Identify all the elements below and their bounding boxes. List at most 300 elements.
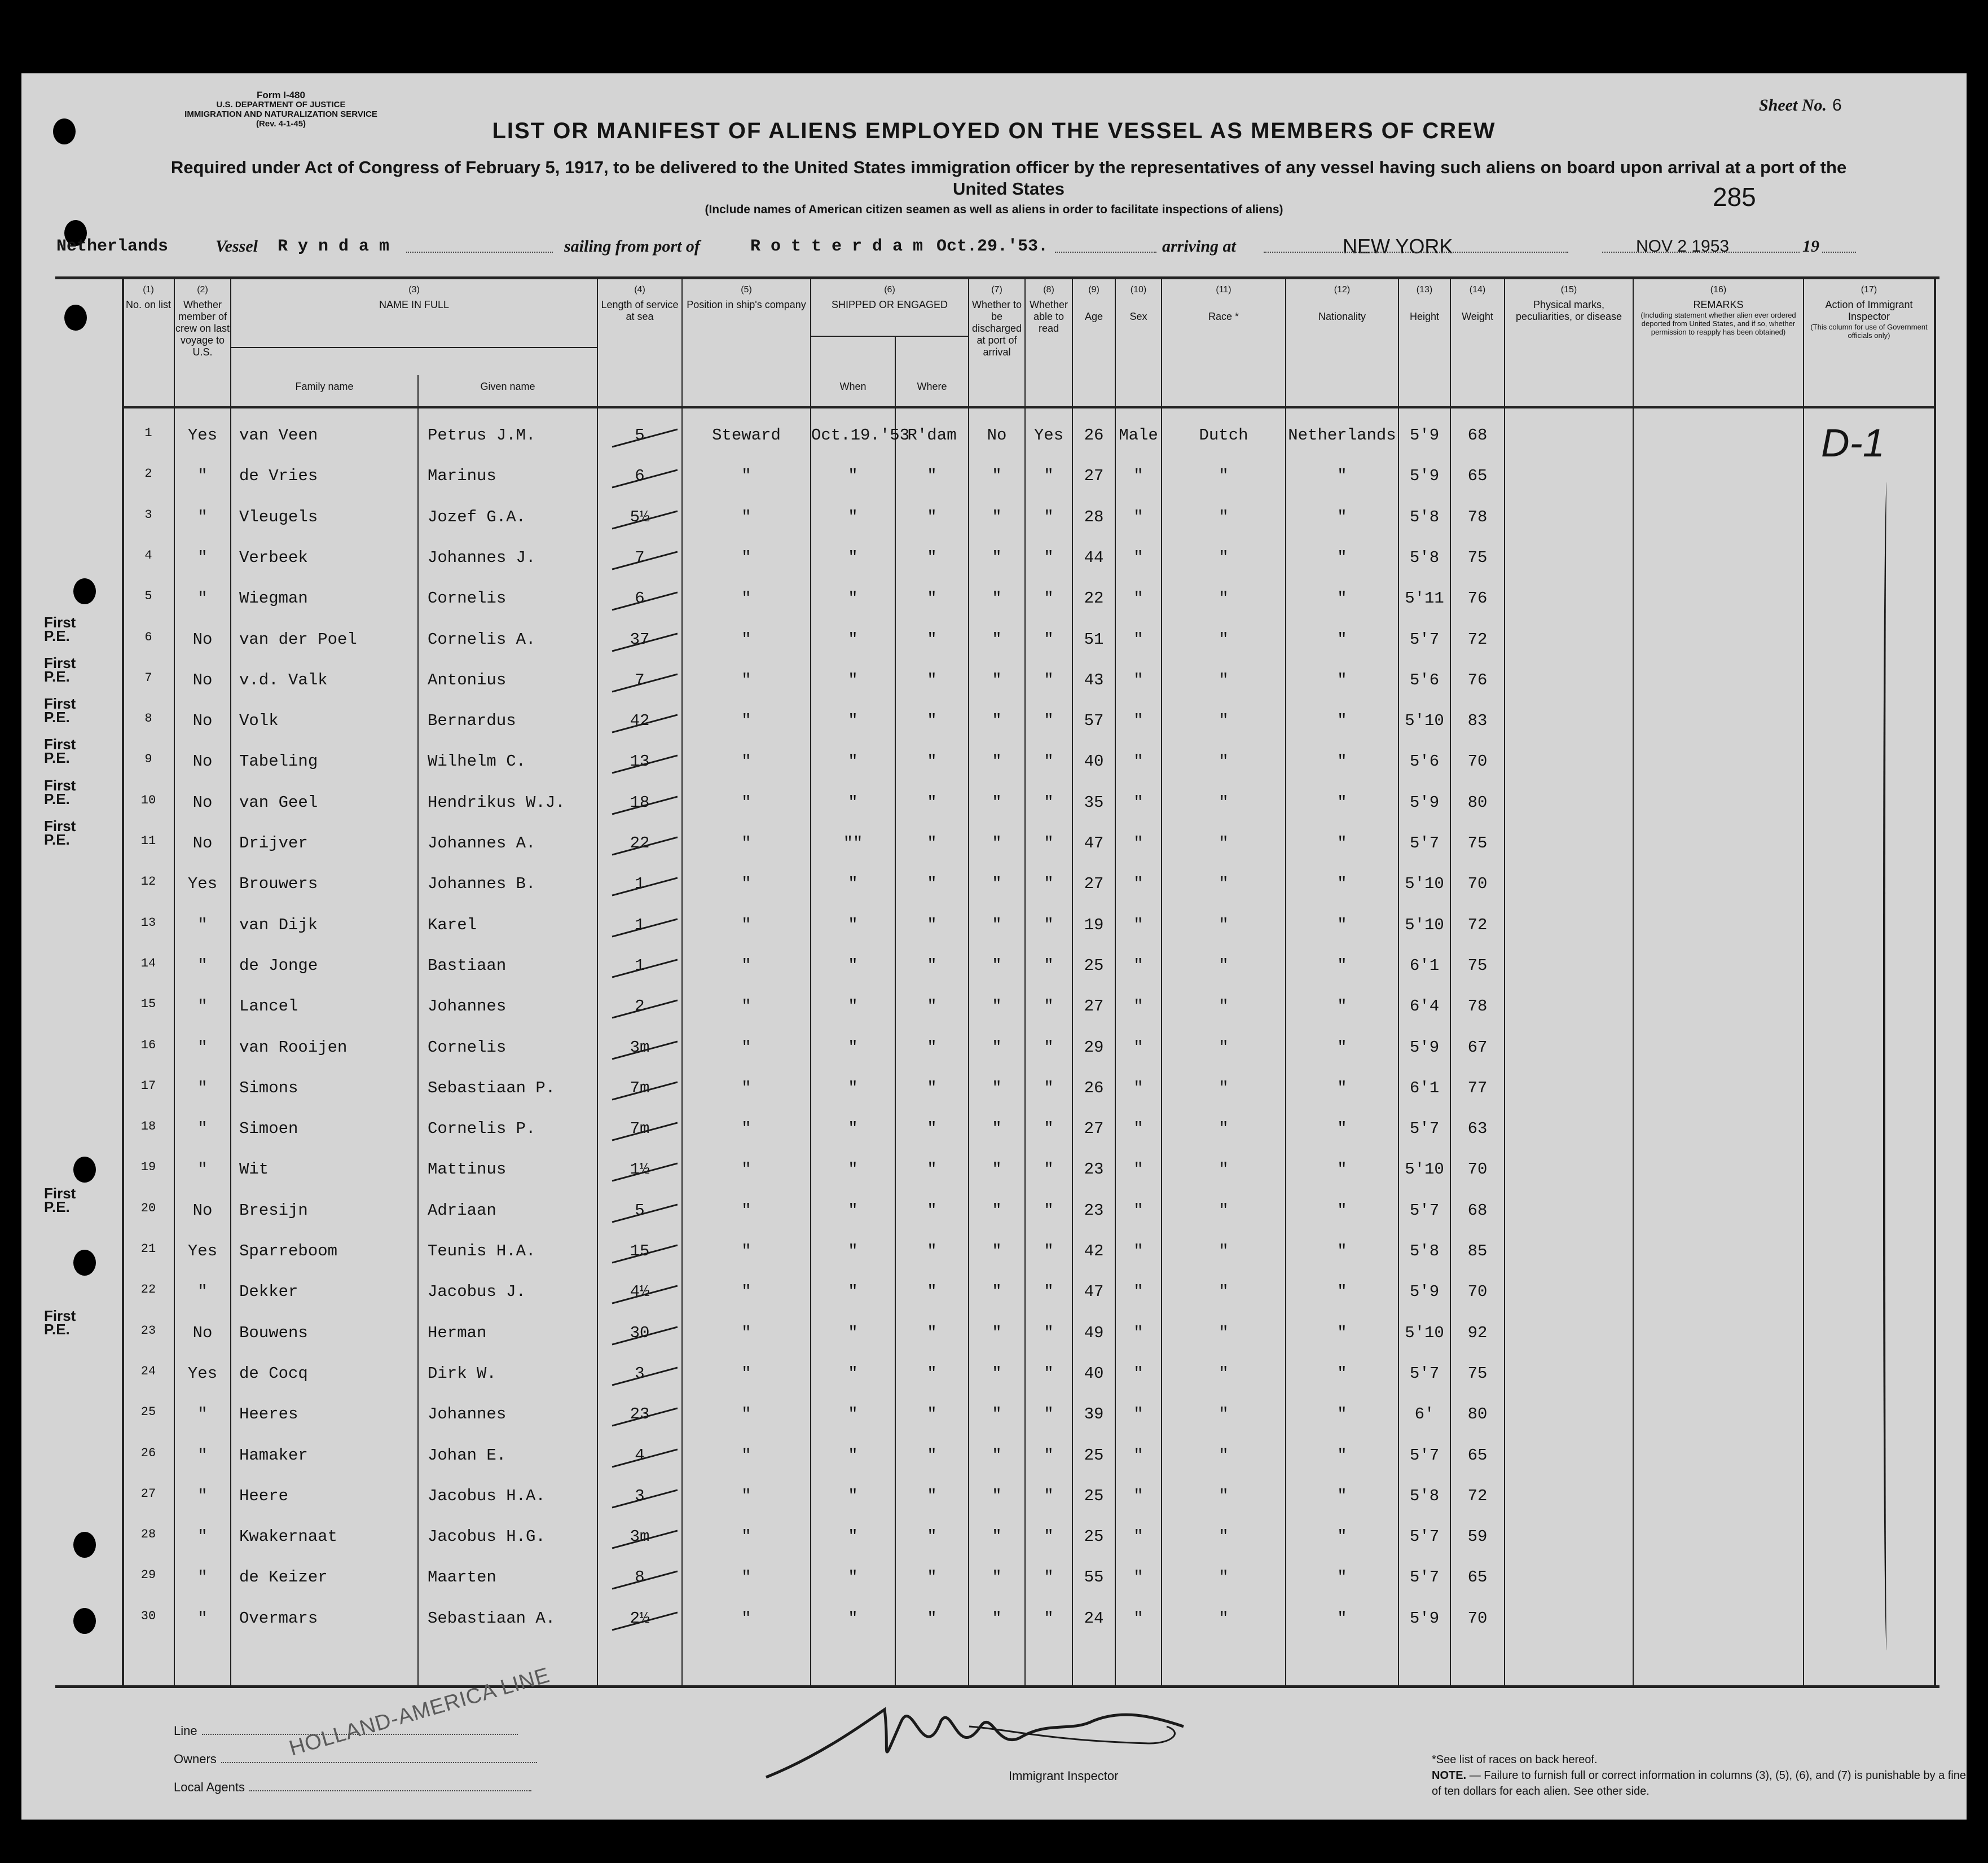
cell-no: 23 — [140, 1323, 156, 1338]
cell-age: 26 — [1084, 426, 1104, 445]
cell-position: " — [741, 956, 751, 975]
cell-sex: " — [1133, 1609, 1143, 1628]
cell-nat: " — [1337, 670, 1347, 689]
cell-race: " — [1219, 793, 1229, 812]
cell-service: 3 — [635, 1486, 645, 1505]
table-row — [44, 654, 1939, 701]
cell-when: " — [848, 467, 858, 486]
cell-weight: 75 — [1467, 1364, 1488, 1383]
cell-race: " — [1219, 1242, 1229, 1260]
cell-where: " — [927, 548, 937, 567]
col-header-age: (9) Age — [1084, 285, 1103, 322]
col-header-physical-marks: (15) Physical marks, peculiarities, or disease — [1515, 285, 1622, 322]
cell-height: 5'7 — [1409, 1364, 1440, 1383]
cell-disch: " — [992, 1486, 1002, 1505]
table-row — [44, 1307, 1939, 1354]
cell-weight: 70 — [1467, 1282, 1488, 1302]
cell-family: Wit — [239, 1160, 269, 1179]
cell-nat: " — [1337, 467, 1347, 486]
cell-disch: " — [992, 1527, 1002, 1546]
first-pe-mark — [44, 656, 76, 683]
cell-nat: " — [1337, 711, 1347, 731]
cell-age: 19 — [1084, 915, 1104, 934]
cell-nat: " — [1337, 834, 1347, 853]
col-header-read: (8) Whether able to read — [1029, 285, 1068, 334]
first-pe-mark — [44, 1184, 76, 1215]
cell-height: 5'7 — [1409, 1445, 1440, 1465]
cell-no: 12 — [140, 875, 156, 889]
col-header-given-name: Given name — [480, 381, 535, 392]
first-pe-line1: First — [44, 818, 76, 834]
cell-sex: " — [1133, 1364, 1143, 1383]
cell-service: 1 — [635, 875, 645, 894]
cell-height: 5'9 — [1409, 467, 1440, 486]
table-row — [44, 695, 1939, 741]
cell-weight: 92 — [1467, 1323, 1488, 1342]
cell-weight: 68 — [1467, 1201, 1488, 1220]
cell-position: " — [741, 915, 751, 934]
inspector-signature — [755, 1687, 1206, 1789]
cell-age: 49 — [1084, 1323, 1104, 1342]
cell-no: 19 — [140, 1160, 156, 1175]
cell-given: Johan E. — [428, 1445, 507, 1465]
cell-family: de Jonge — [239, 956, 318, 975]
cell-age: 25 — [1084, 1445, 1104, 1465]
cell-position: " — [741, 467, 751, 486]
table-row — [55, 455, 1939, 496]
cell-prev: " — [197, 548, 208, 567]
cell-read: Yes — [1033, 426, 1064, 445]
sheet-number — [1759, 96, 1842, 115]
cell-nat: " — [1337, 915, 1347, 934]
cell-where: " — [927, 1201, 937, 1220]
cell-position: " — [741, 997, 751, 1016]
cell-given: Dirk W. — [428, 1364, 496, 1383]
cell-where: " — [927, 752, 937, 771]
cell-height: 5'8 — [1409, 1242, 1440, 1260]
cell-given: Marinus — [428, 467, 496, 486]
cell-where: " — [927, 915, 937, 934]
cell-position: " — [741, 1201, 751, 1220]
cell-weight: 65 — [1467, 1568, 1488, 1587]
cell-when: " — [848, 793, 858, 812]
cell-prev: " — [197, 915, 208, 934]
cell-disch: " — [992, 1119, 1002, 1139]
cell-height: 5'10 — [1405, 915, 1444, 934]
cell-when: " — [848, 1038, 858, 1057]
table-row — [55, 1353, 1939, 1394]
cell-where: " — [927, 956, 937, 975]
cell-disch: " — [992, 1282, 1002, 1302]
cell-when: " — [848, 1119, 858, 1139]
cell-family: Wiegman — [239, 589, 308, 608]
cell-no: 21 — [140, 1242, 156, 1256]
col-header-race: (11) Race * — [1208, 285, 1239, 322]
cell-read: " — [1044, 711, 1054, 731]
cell-race: " — [1219, 711, 1229, 731]
cell-no: 16 — [140, 1038, 156, 1052]
cell-service: 5 — [635, 426, 645, 445]
col-header-where: Where — [917, 381, 947, 392]
first-pe-line2: P.E. — [44, 709, 70, 726]
cell-prev: Yes — [187, 1242, 218, 1260]
cell-sex: " — [1133, 793, 1143, 812]
cell-family: Kwakernaat — [239, 1527, 338, 1546]
cell-weight: 76 — [1467, 589, 1488, 608]
cell-race: " — [1219, 834, 1229, 853]
arriving-label: arriving at — [1162, 237, 1236, 256]
cell-given: Cornelis P. — [428, 1119, 536, 1139]
table-row — [55, 904, 1939, 946]
cell-position: " — [741, 1486, 751, 1505]
cell-no: 29 — [140, 1568, 156, 1583]
cell-height: 5'7 — [1409, 630, 1440, 649]
cell-service: 6 — [635, 467, 645, 486]
cell-service: 7m — [630, 1078, 650, 1097]
cell-disch: " — [992, 589, 1002, 608]
cell-disch: " — [992, 956, 1002, 975]
cell-read: " — [1044, 589, 1054, 608]
cell-disch: " — [992, 997, 1002, 1016]
table-row — [55, 863, 1939, 904]
cell-family: Vleugels — [239, 507, 318, 526]
first-pe-line1: First — [44, 1307, 76, 1324]
cell-family: Overmars — [239, 1609, 318, 1628]
cell-age: 42 — [1084, 1242, 1104, 1260]
cell-weight: 72 — [1467, 630, 1488, 649]
first-pe-line2: P.E. — [44, 790, 70, 807]
cell-nat: " — [1337, 1609, 1347, 1628]
cell-service: 7 — [635, 670, 645, 689]
cell-nat: " — [1337, 1242, 1347, 1260]
cell-weight: 75 — [1467, 956, 1488, 975]
cell-no: 14 — [140, 956, 156, 970]
table-row — [55, 1108, 1939, 1149]
cell-given: Jozef G.A. — [428, 507, 526, 526]
cell-family: Brouwers — [239, 875, 318, 894]
cell-service: 13 — [630, 752, 650, 771]
cell-when: " — [848, 956, 858, 975]
cell-service: 1½ — [630, 1160, 650, 1179]
cell-read: " — [1044, 752, 1054, 771]
cell-family: van Veen — [239, 426, 318, 445]
cell-where: " — [927, 630, 937, 649]
cell-service: 42 — [630, 711, 650, 731]
cell-age: 43 — [1084, 670, 1104, 689]
cell-age: 51 — [1084, 630, 1104, 649]
cell-no: 25 — [140, 1405, 156, 1420]
arrival-date: NOV 2 1953 — [1636, 237, 1730, 256]
cell-weight: 70 — [1467, 1609, 1488, 1628]
cell-race: " — [1219, 1160, 1229, 1179]
cell-age: 23 — [1084, 1160, 1104, 1179]
cell-disch: " — [992, 1445, 1002, 1465]
cell-nat: " — [1337, 752, 1347, 771]
cell-position: " — [741, 711, 751, 731]
cell-height: 5'9 — [1409, 1609, 1440, 1628]
cell-no: 26 — [140, 1445, 156, 1460]
sheet-number-value: 6 — [1832, 96, 1842, 115]
cell-given: Hendrikus W.J. — [428, 793, 565, 812]
footer-line: Line — [174, 1724, 518, 1738]
cell-given: Jacobus H.G. — [428, 1527, 546, 1546]
cell-where: " — [927, 1568, 937, 1587]
cell-where: " — [927, 875, 937, 894]
cell-race: " — [1219, 956, 1229, 975]
cell-position: " — [741, 1405, 751, 1424]
cell-where: " — [927, 1242, 937, 1260]
cell-position: " — [741, 834, 751, 853]
cell-read: " — [1044, 793, 1054, 812]
vessel-label: Vessel — [215, 237, 258, 256]
cell-age: 28 — [1084, 507, 1104, 526]
cell-nat: " — [1337, 997, 1347, 1016]
sailing-date: Oct.29.'53. — [936, 237, 1049, 256]
table-row — [55, 415, 1939, 456]
cell-family: v.d. Valk — [239, 670, 328, 689]
table-row — [55, 1149, 1939, 1190]
cell-where: " — [927, 793, 937, 812]
cell-disch: " — [992, 548, 1002, 567]
cell-when: " — [848, 548, 858, 567]
cell-position: " — [741, 1038, 751, 1057]
cell-disch: " — [992, 670, 1002, 689]
stamp-number: 285 — [1713, 182, 1756, 212]
cell-race: " — [1219, 1568, 1229, 1587]
cell-race: " — [1219, 997, 1229, 1016]
cell-read: " — [1044, 1201, 1054, 1220]
cell-given: Jacobus J. — [428, 1282, 526, 1302]
cell-age: 25 — [1084, 1486, 1104, 1505]
cell-no: 22 — [140, 1282, 156, 1297]
cell-sex: " — [1133, 1527, 1143, 1546]
cell-race: " — [1219, 1282, 1229, 1302]
form-department: U.S. DEPARTMENT OF JUSTICE — [216, 100, 346, 109]
cell-race: " — [1219, 1527, 1229, 1546]
cell-race: " — [1219, 1609, 1229, 1628]
cell-prev: No — [192, 1323, 213, 1342]
cell-weight: 72 — [1467, 1486, 1488, 1505]
cell-weight: 80 — [1467, 1405, 1488, 1424]
cell-race: " — [1219, 1364, 1229, 1383]
first-pe-line2: P.E. — [44, 1320, 70, 1338]
cell-nat: " — [1337, 507, 1347, 526]
col-header-inspector-action: (17) Action of Immigrant Inspector (This column for use of Government officials only) — [1810, 285, 1928, 340]
cell-height: 5'9 — [1409, 793, 1440, 812]
table-row — [55, 1435, 1939, 1476]
sailing-port: R o t t e r d a m — [750, 237, 923, 256]
cell-race: " — [1219, 548, 1229, 567]
col-header-discharged: (7) Whether to be discharged at port of arrival — [971, 285, 1022, 358]
vessel-line — [56, 235, 1850, 260]
table-row — [44, 818, 1939, 864]
cell-height: 5'7 — [1409, 1527, 1440, 1546]
cell-given: Sebastiaan A. — [428, 1609, 556, 1628]
cell-given: Wilhelm C. — [428, 752, 526, 771]
cell-height: 5'8 — [1409, 548, 1440, 567]
cell-family: van Dijk — [239, 915, 318, 934]
cell-read: " — [1044, 997, 1054, 1016]
cell-given: Cornelis — [428, 589, 507, 608]
table-row — [55, 537, 1939, 578]
cell-height: 5'7 — [1409, 1119, 1440, 1139]
cell-given: Bastiaan — [428, 956, 507, 975]
cell-age: 47 — [1084, 1282, 1104, 1302]
cell-disch: " — [992, 467, 1002, 486]
cell-where: " — [927, 507, 937, 526]
cell-where: " — [927, 1038, 937, 1057]
cell-read: " — [1044, 1038, 1054, 1057]
cell-when: " — [848, 1405, 858, 1424]
cell-sex: " — [1133, 467, 1143, 486]
cell-service: 1 — [635, 956, 645, 975]
cell-where: " — [927, 1445, 937, 1465]
cell-prev: " — [197, 589, 208, 608]
cell-position: " — [741, 548, 751, 567]
cell-family: Volk — [239, 711, 279, 731]
cell-prev: No — [192, 834, 213, 853]
cell-given: Johannes — [428, 1405, 507, 1424]
cell-nat: " — [1337, 1568, 1347, 1587]
cell-age: 44 — [1084, 548, 1104, 567]
footer-agents: Local Agents — [174, 1780, 531, 1795]
cell-race: " — [1219, 752, 1229, 771]
cell-sex: " — [1133, 1201, 1143, 1220]
first-pe-line1: First — [44, 654, 76, 671]
cell-no: 3 — [144, 507, 152, 522]
cell-given: Sebastiaan P. — [428, 1078, 556, 1097]
table-row — [44, 776, 1939, 823]
cell-disch: " — [992, 1364, 1002, 1383]
cell-disch: " — [992, 875, 1002, 894]
cell-nat: " — [1337, 630, 1347, 649]
col-header-shipped: (6) SHIPPED OR ENGAGED — [831, 285, 948, 310]
cell-no: 30 — [140, 1609, 156, 1623]
cell-given: Karel — [428, 915, 477, 934]
cell-no: 4 — [144, 548, 152, 563]
cell-weight: 70 — [1467, 875, 1488, 894]
cell-prev: " — [197, 507, 208, 526]
cell-when: " — [848, 1160, 858, 1179]
cell-disch: " — [992, 1078, 1002, 1097]
col-header-sex: (10) Sex — [1129, 285, 1147, 322]
cell-age: 35 — [1084, 793, 1104, 812]
cell-no: 24 — [140, 1364, 156, 1378]
cell-where: " — [927, 1405, 937, 1424]
vessel-flag: Netherlands — [56, 237, 169, 256]
cell-no: 15 — [140, 997, 156, 1012]
first-pe-line2: P.E. — [44, 831, 70, 848]
col-header-height: (13) Height — [1409, 285, 1440, 322]
cell-where: " — [927, 1078, 937, 1097]
cell-read: " — [1044, 1242, 1054, 1260]
cell-given: Maarten — [428, 1568, 496, 1587]
table-row — [55, 986, 1939, 1027]
cell-disch: No — [987, 426, 1007, 445]
cell-prev: No — [192, 711, 213, 731]
cell-when: " — [848, 1445, 858, 1465]
cell-where: " — [927, 1323, 937, 1342]
cell-given: Cornelis A. — [428, 630, 536, 649]
cell-no: 7 — [144, 670, 152, 685]
cell-prev: Yes — [187, 426, 218, 445]
table-row — [55, 1598, 1939, 1639]
cell-read: " — [1044, 1160, 1054, 1179]
cell-service: 4 — [635, 1445, 645, 1465]
cell-sex: " — [1133, 875, 1143, 894]
cell-height: 5'11 — [1405, 589, 1444, 608]
first-pe-line2: P.E. — [44, 667, 70, 685]
cell-sex: " — [1133, 956, 1143, 975]
col-header-no: (1) No. on list — [125, 285, 171, 310]
cell-family: Bresijn — [239, 1201, 308, 1220]
cell-sex: " — [1133, 1568, 1143, 1587]
cell-weight: 59 — [1467, 1527, 1488, 1546]
cell-read: " — [1044, 1364, 1054, 1383]
col-header-service: (4) Length of service at sea — [601, 285, 679, 322]
cell-height: 5'9 — [1409, 1282, 1440, 1302]
cell-sex: " — [1133, 752, 1143, 771]
cell-nat: " — [1337, 548, 1347, 567]
cell-family: Lancel — [239, 997, 298, 1016]
cell-position: " — [741, 1242, 751, 1260]
table-row — [44, 1184, 1939, 1231]
cell-service: 5 — [635, 1201, 645, 1220]
cell-nat: " — [1337, 1527, 1347, 1546]
col-header-nationality: (12) Nationality — [1318, 285, 1366, 322]
table-row — [55, 945, 1939, 986]
cell-height: 6'1 — [1409, 1078, 1440, 1097]
first-pe-mark — [44, 613, 76, 644]
col-header-when: When — [839, 381, 867, 392]
cell-weight: 78 — [1467, 997, 1488, 1016]
cell-race: " — [1219, 630, 1229, 649]
cell-when: " — [848, 630, 858, 649]
cell-nat: " — [1337, 1486, 1347, 1505]
cell-disch: " — [992, 1242, 1002, 1260]
cell-service: 37 — [630, 630, 650, 649]
cell-service: 23 — [630, 1405, 650, 1424]
cell-where: " — [927, 1364, 937, 1383]
cell-when: " — [848, 1527, 858, 1546]
cell-service: 7 — [635, 548, 645, 567]
cell-no: 13 — [140, 915, 156, 930]
first-pe-line1: First — [44, 736, 76, 753]
cell-weight: 83 — [1467, 711, 1488, 731]
cell-position: " — [741, 630, 751, 649]
cell-weight: 85 — [1467, 1242, 1488, 1260]
cell-no: 5 — [144, 589, 152, 604]
cell-service: 1 — [635, 915, 645, 934]
cell-where: " — [927, 1282, 937, 1302]
cell-nat: " — [1337, 793, 1347, 812]
cell-read: " — [1044, 875, 1054, 894]
cell-age: 26 — [1084, 1078, 1104, 1097]
first-pe-line1: First — [44, 1184, 76, 1202]
cell-service: 6 — [635, 589, 645, 608]
first-pe-mark — [44, 819, 76, 846]
cell-family: Verbeek — [239, 548, 308, 567]
first-pe-line1: First — [44, 695, 76, 713]
cell-read: " — [1044, 548, 1054, 567]
cell-read: " — [1044, 1323, 1054, 1342]
cell-when: " — [848, 1323, 858, 1342]
cell-weight: 67 — [1467, 1038, 1488, 1057]
cell-nat: Netherlands — [1288, 426, 1396, 445]
col-header-position: (5) Position in ship's company — [687, 285, 806, 310]
cell-height: 5'7 — [1409, 1568, 1440, 1587]
cell-where: " — [927, 1527, 937, 1546]
